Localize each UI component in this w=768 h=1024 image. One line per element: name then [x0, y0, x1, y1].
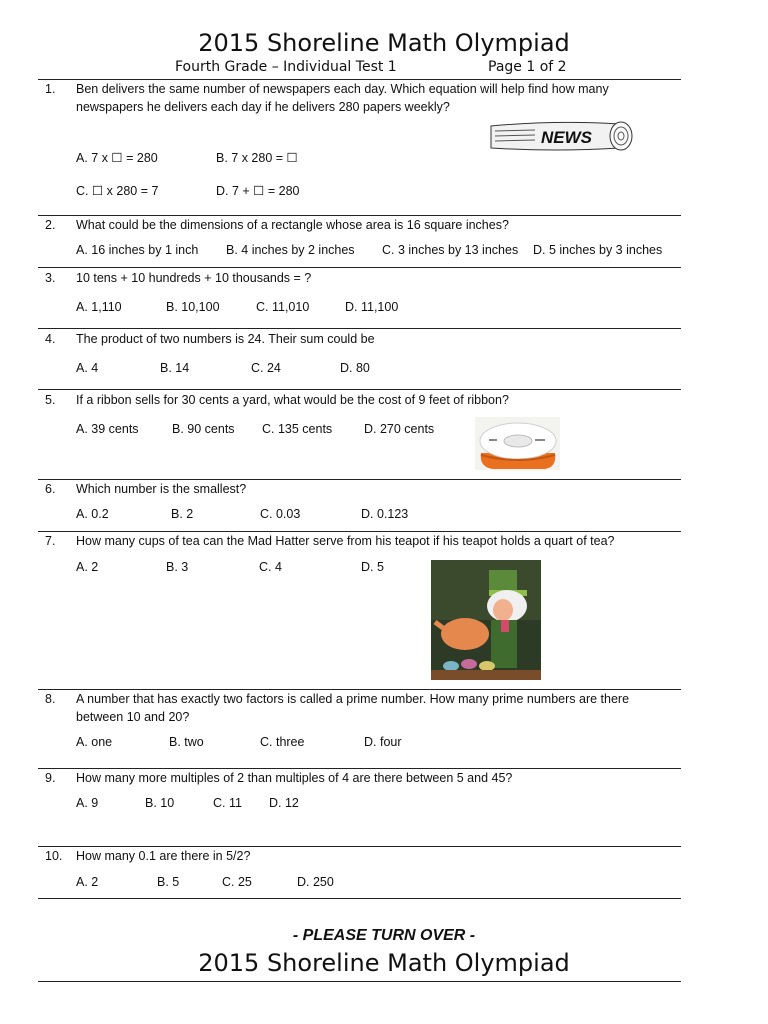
option-d: D. 12: [269, 796, 299, 810]
question-number: 9.: [45, 771, 56, 785]
option-c: C. three: [260, 735, 305, 749]
question-number: 5.: [45, 393, 56, 407]
option-b: B. 5: [157, 875, 180, 889]
option-b: B. 90 cents: [172, 422, 235, 436]
question-text: A number that has exactly two factors is called a prime number. How many prime numbers are there between 10 and 20?: [76, 692, 630, 724]
option-b: B. two: [169, 735, 204, 749]
option-a: A. 16 inches by 1 inch: [76, 243, 199, 257]
option-c: C. 4: [259, 560, 282, 574]
option-d: D. 80: [340, 361, 370, 375]
question-number: 4.: [45, 332, 56, 346]
option-d: D. 0.123: [361, 507, 409, 521]
option-d: D. 11,100: [345, 300, 399, 314]
question-number: 8.: [45, 692, 56, 706]
option-c: C. 11,010: [256, 300, 310, 314]
question-text: Ben delivers the same number of newspapers each day. Which equation will help find how many newspapers he delivers each day if he delivers 280 papers weekly?: [76, 82, 609, 114]
divider: [38, 981, 681, 982]
question-text: If a ribbon sells for 30 cents a yard, what would be the cost of 9 feet of ribbon?: [76, 393, 509, 407]
option-a: A. 2: [76, 875, 99, 889]
question-text: How many 0.1 are there in 5/2?: [76, 849, 251, 863]
option-d: D. 270 cents: [364, 422, 435, 436]
option-c: C. 3 inches by 13 inches: [382, 243, 519, 257]
divider: [38, 898, 681, 899]
question-text: How many cups of tea can the Mad Hatter serve from his teapot if his teapot holds a quart of tea?: [76, 534, 615, 548]
ribbon-spool-image: [475, 417, 560, 470]
option-c: C. 0.03: [260, 507, 301, 521]
option-b: B. 7 x 280 = ☐: [216, 151, 298, 165]
news-label: NEWS: [541, 128, 592, 147]
option-c: C. 11: [213, 796, 242, 810]
question-number: 2.: [45, 218, 56, 232]
option-b: B. 10,100: [166, 300, 220, 314]
question-text: What could be the dimensions of a rectangle whose area is 16 square inches?: [76, 218, 509, 232]
question-number: 3.: [45, 271, 56, 285]
option-d: D. 250: [297, 875, 334, 889]
question-text: 10 tens + 10 hundreds + 10 thousands = ?: [76, 271, 312, 285]
option-b: B. 3: [166, 560, 189, 574]
question-text: Which number is the smallest?: [76, 482, 247, 496]
option-a: A. 9: [76, 796, 99, 810]
question-number: 6.: [45, 482, 56, 496]
divider: [38, 389, 681, 390]
option-b: B. 14: [160, 361, 190, 375]
option-a: A. 0.2: [76, 507, 109, 521]
question-number: 7.: [45, 534, 56, 548]
option-a: A. one: [76, 735, 113, 749]
page-number: Page 1 of 2: [488, 59, 567, 75]
question-text: The product of two numbers is 24. Their sum could be: [76, 332, 375, 346]
question-text: How many more multiples of 2 than multiples of 4 are there between 5 and 45?: [76, 771, 513, 785]
option-a: A. 39 cents: [76, 422, 139, 436]
option-c: C. 135 cents: [262, 422, 333, 436]
page-title: 2015 Shoreline Math Olympiad: [198, 29, 570, 57]
option-b: B. 2: [171, 507, 194, 521]
turn-over-notice: - PLEASE TURN OVER -: [292, 927, 476, 944]
option-b: B. 10: [145, 796, 175, 810]
option-c: C. 25: [222, 875, 252, 889]
option-c: C. ☐ x 280 = 7: [76, 184, 159, 198]
option-a: A. 1,110: [76, 300, 122, 314]
option-a: A. 7 x ☐ = 280: [76, 151, 158, 165]
option-a: A. 2: [76, 560, 99, 574]
mad-hatter-image: [431, 560, 541, 680]
option-d: D. 5: [361, 560, 384, 574]
newspaper-image: [487, 118, 635, 154]
divider: [38, 267, 681, 268]
option-d: D. 7 + ☐ = 280: [216, 184, 300, 198]
footer-title: 2015 Shoreline Math Olympiad: [198, 949, 570, 977]
option-c: C. 24: [251, 361, 281, 375]
option-d: D. 5 inches by 3 inches: [533, 243, 663, 257]
option-b: B. 4 inches by 2 inches: [226, 243, 355, 257]
option-a: A. 4: [76, 361, 99, 375]
option-d: D. four: [364, 735, 402, 749]
divider: [38, 328, 681, 329]
question-number: 1.: [45, 82, 56, 96]
test-subtitle: Fourth Grade – Individual Test 1: [175, 59, 397, 75]
question-number: 10.: [45, 849, 63, 863]
